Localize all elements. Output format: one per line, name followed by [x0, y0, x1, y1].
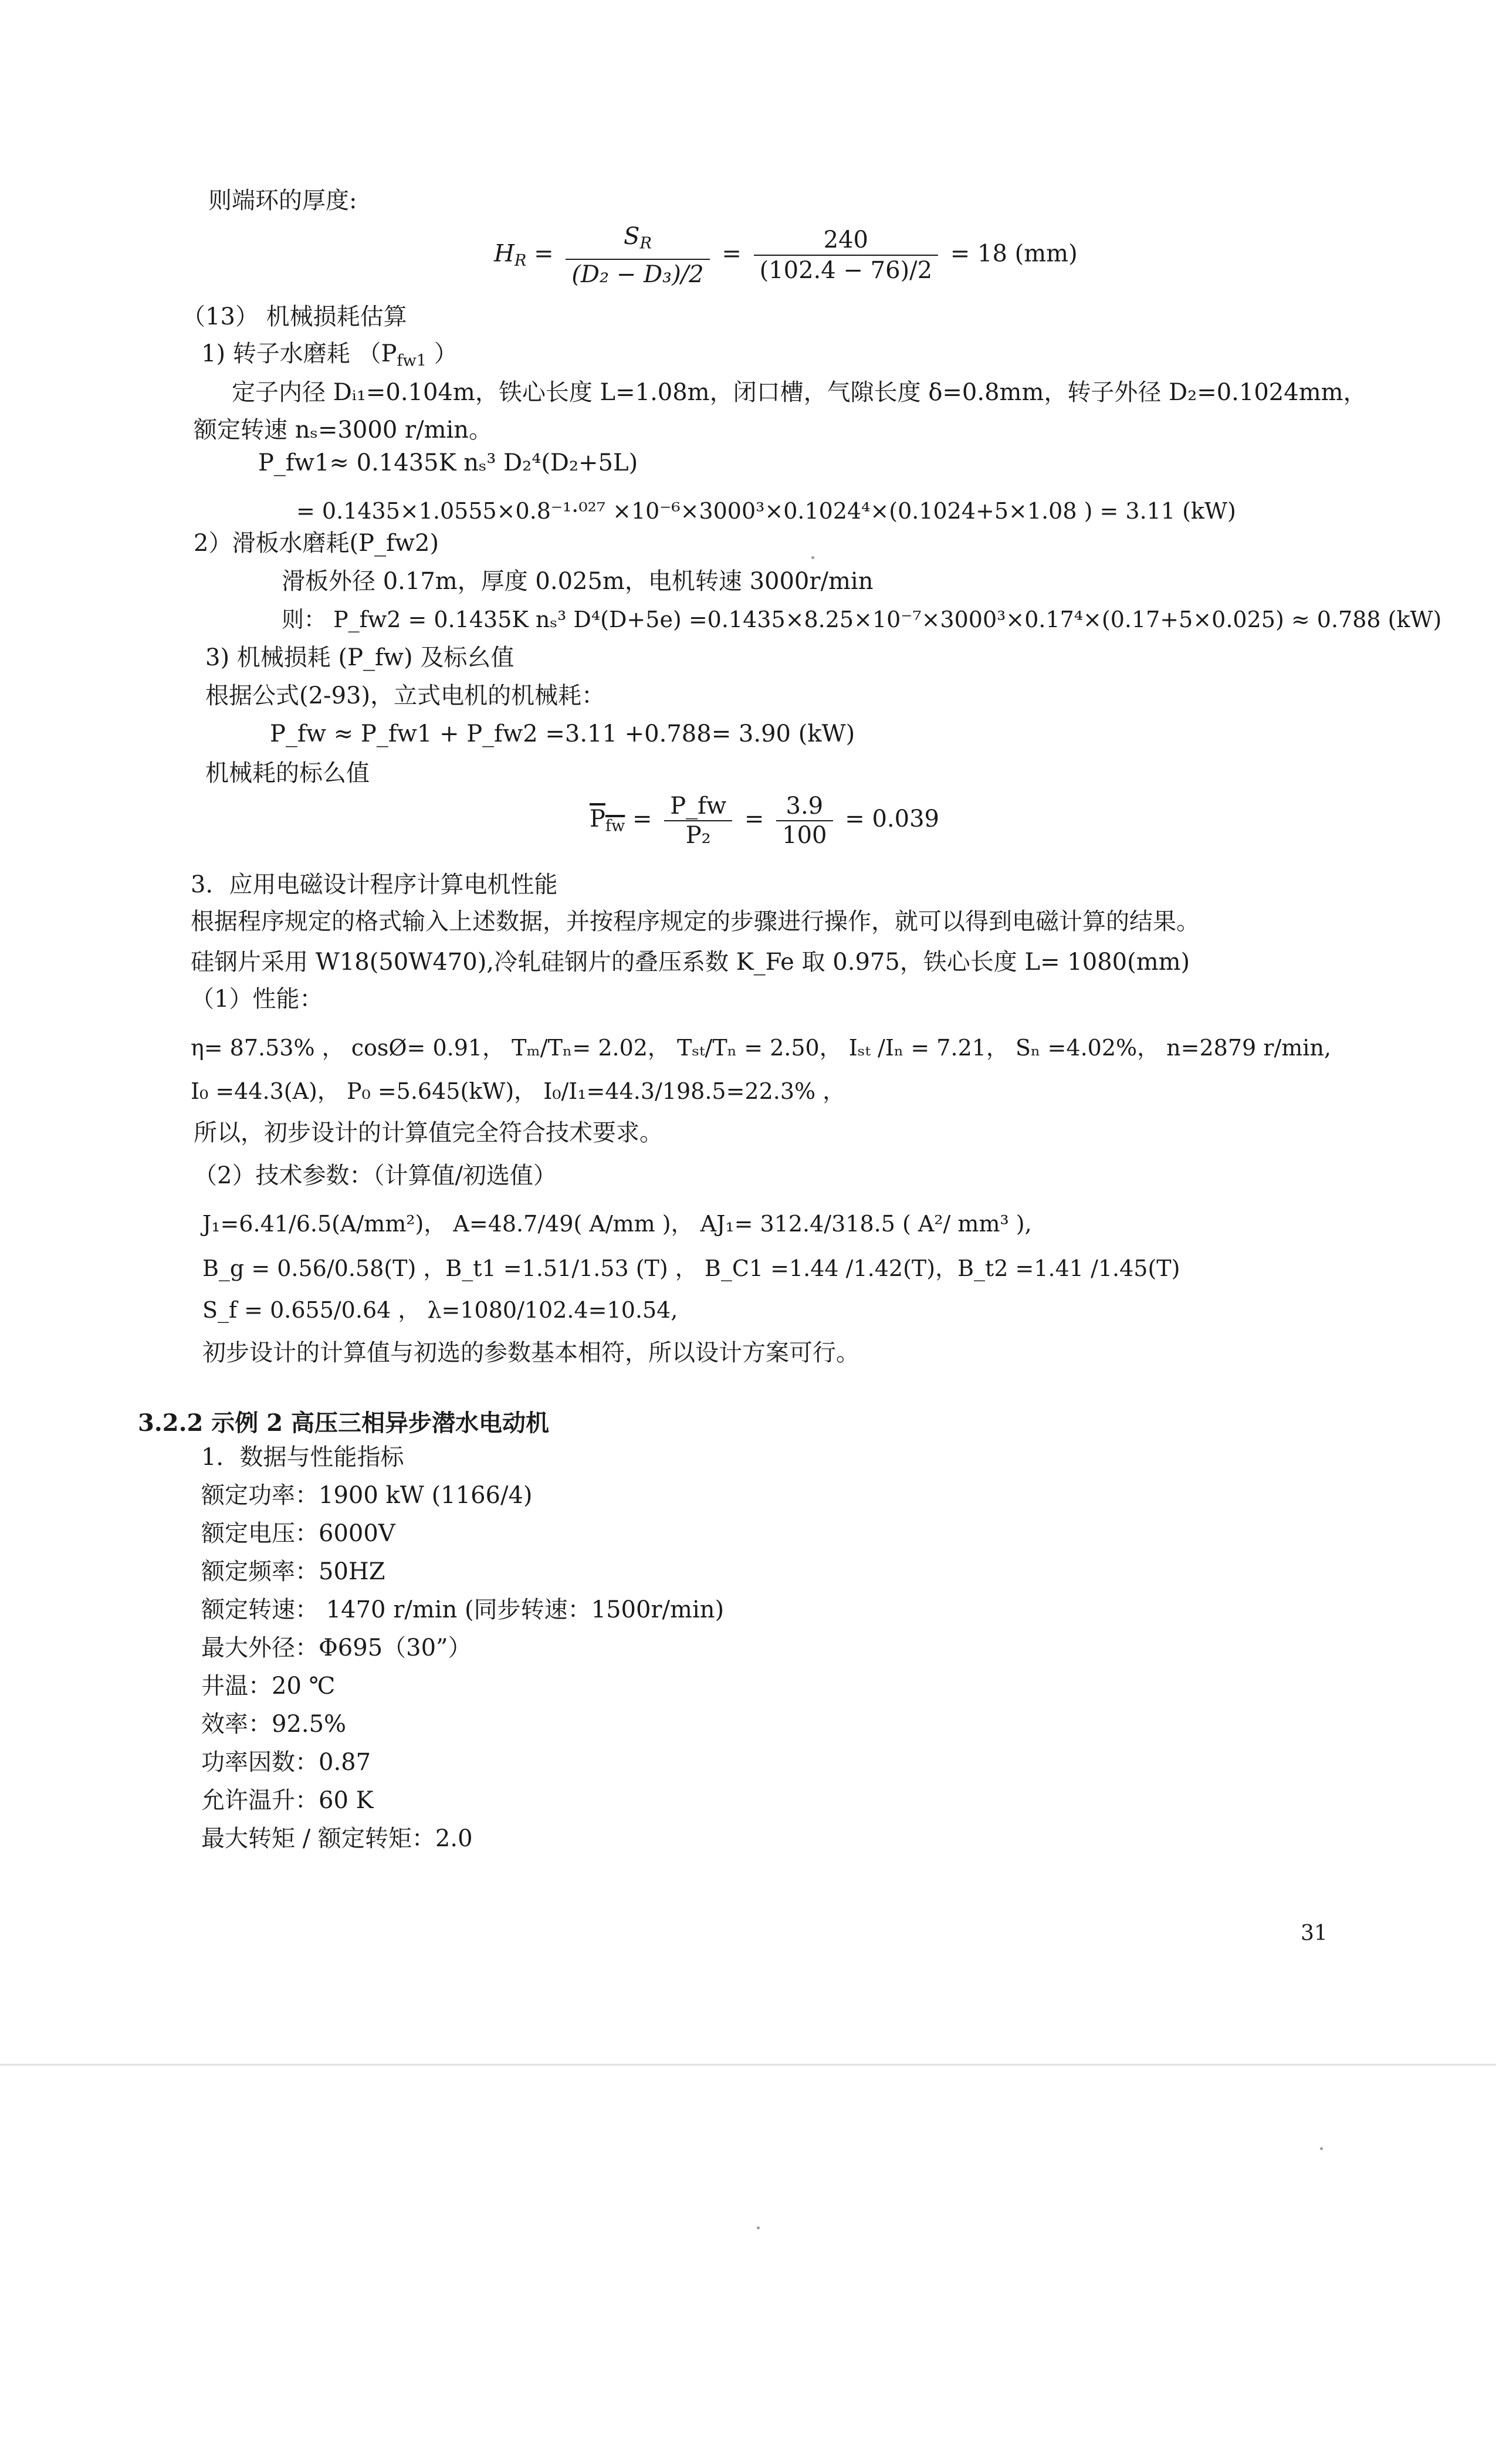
performance-line1: η= 87.53% ， cosØ= 0.91， Tₘ/Tₙ= 2.02， Tₛₜ/Tₙ = 2.50， Iₛₜ /Iₙ = 7.21， Sₙ =4.02%， n=2879 r/min,	[191, 1035, 1331, 1061]
ring-thickness-intro: 则端环的厚度:	[208, 187, 357, 214]
ring-thickness-result: = 18 (mm)	[950, 240, 1078, 268]
scan-page-edge-line	[0, 2064, 1496, 2066]
fraction-pfw-p2	[664, 792, 732, 849]
sub2-title: 2）滑板水磨耗(P_fw2)	[194, 530, 439, 557]
tech-params-line2: B_g = 0.56/0.58(T) ，B_t1 =1.51/1.53 (T) ， B_C1 =1.44 /1.42(T)，B_t2 =1.41 /1.45(T)	[202, 1255, 1180, 1281]
sub1-calc: = 0.1435×1.0555×0.8⁻¹·⁰²⁷ ×10⁻⁶×3000³×0.1024⁴×(0.1024+5×1.08 ) = 3.11 (kW)	[296, 498, 1236, 524]
sr-sub: R	[639, 234, 652, 253]
conclusion-2: 初步设计的计算值与初选的参数基本相符，所以设计方案可行。	[202, 1339, 859, 1366]
hr-letter: H	[494, 240, 515, 268]
sr-letter: S	[624, 223, 640, 250]
sub3-pu-label: 机械耗的标么值	[205, 760, 370, 787]
sub2-params: 滑板外径 0.17m，厚度 0.025m，电机转速 3000r/min	[282, 568, 874, 595]
example-2-heading: 3.2.2 示例 2 高压三相异步潜水电动机	[138, 1409, 549, 1437]
spec-item: 额定转速： 1470 r/min (同步转速：1500r/min)	[201, 1596, 725, 1623]
sub1-title-text: 1) 转子水磨耗 （P	[201, 340, 397, 367]
sub1-title	[201, 339, 458, 377]
equals-sign: =	[722, 240, 749, 268]
performance-title: （1）性能：	[191, 986, 323, 1013]
fraction-240-denominator: (102.4 − 76)/2	[759, 257, 933, 285]
fraction-p2-denominator: P₂	[685, 822, 711, 849]
spec-item: 额定功率：1900 kW (1166/4)	[201, 1482, 533, 1509]
section-3-title: 3．应用电磁设计程序计算电机性能	[191, 871, 558, 898]
spec-item: 允许温升：60 K	[201, 1787, 374, 1814]
pu-lhs-sub: fw	[605, 817, 625, 835]
spec-item: 额定频率：50HZ	[201, 1558, 385, 1585]
sub1-params-line1: 定子内径 Dᵢ₁=0.104m，铁心长度 L=1.08m，闭口槽，气隙长度 δ=0.8mm，转子外径 D₂=0.1024mm，	[232, 379, 1367, 406]
equals-sign: =	[632, 805, 660, 832]
tech-params-line1: J₁=6.41/6.5(A/mm²)， A=48.7/49( A/mm )， AJ₁= 312.4/318.5 ( A²/ mm³ ),	[202, 1211, 1032, 1237]
section-3-text2: 硅钢片采用 W18(50W470),冷轧硅钢片的叠压系数 K_Fe 取 0.975，铁心长度 L= 1080(mm)	[191, 949, 1190, 976]
ring-thickness-formula	[494, 222, 1078, 289]
scan-speck	[811, 556, 814, 559]
conclusion-1: 所以，初步设计的计算值完全符合技术要求。	[194, 1119, 663, 1146]
spec-item: 井温：20 ℃	[201, 1673, 336, 1700]
sub2-calc: 则： P_fw2 = 0.1435K nₛ³ D⁴(D+5e) =0.1435×8.25×10⁻⁷×3000³×0.17⁴×(0.17+5×0.025) ≈ 0.788 (kW)	[282, 607, 1442, 632]
page-number: 31	[1301, 1921, 1328, 1945]
spec-item: 效率：92.5%	[201, 1711, 347, 1738]
fraction-sr	[566, 222, 709, 289]
section-13-title: （13） 机械损耗估算	[182, 303, 407, 330]
fraction-240-numerator: 240	[754, 225, 939, 256]
pu-lhs-letter: P	[590, 805, 605, 832]
spec-item: 功率因数：0.87	[201, 1749, 371, 1776]
fraction-100-denominator: 100	[782, 822, 827, 849]
fraction-3-9	[776, 792, 832, 849]
fraction-sr-numerator	[566, 222, 709, 260]
fraction-sr-denominator: (D₂ − D₃)/2	[571, 260, 704, 288]
scan-speck	[1320, 2147, 1323, 2150]
sub1-title-sub: fw1	[397, 351, 427, 370]
pu-lhs	[590, 805, 625, 835]
section-3-text1: 根据程序规定的格式输入上述数据，并按程序规定的步骤进行操作，就可以得到电磁计算的结果。	[191, 908, 1200, 935]
pu-formula	[590, 792, 939, 849]
sub3-title: 3) 机械损耗 (P_fw) 及标幺值	[205, 644, 515, 671]
spec-item: 额定电压：6000V	[201, 1520, 395, 1547]
performance-line2: I₀ =44.3(A)， P₀ =5.645(kW)， I₀/I₁=44.3/198.5=22.3% ，	[191, 1078, 845, 1104]
sub3-basis: 根据公式(2-93)，立式电机的机械耗：	[205, 682, 605, 709]
example-2-subtitle: 1．数据与性能指标	[201, 1444, 404, 1471]
equals-sign: =	[534, 240, 561, 268]
sub1-formula: P_fw1≈ 0.1435K nₛ³ D₂⁴(D₂+5L)	[258, 449, 638, 476]
scan-speck	[757, 2226, 760, 2229]
equals-sign: =	[744, 805, 772, 832]
tech-params-title: （2）技术参数：（计算值/初选值）	[194, 1162, 557, 1189]
sub1-title-end: ）	[427, 340, 458, 367]
fraction-pfw-numerator: P_fw	[664, 792, 732, 821]
tech-params-line3: S_f = 0.655/0.64 ， λ=1080/102.4=10.54,	[202, 1297, 678, 1323]
sub1-params-line2: 额定转速 nₛ=3000 r/min。	[194, 417, 493, 444]
spec-item: 最大转矩 / 额定转矩：2.0	[201, 1825, 473, 1852]
hr-sub: R	[514, 251, 527, 270]
pu-result: = 0.039	[845, 805, 939, 832]
sub3-formula: P_fw ≈ P_fw1 + P_fw2 =3.11 +0.788= 3.90 (kW)	[270, 720, 855, 747]
fraction-240	[754, 225, 939, 285]
fraction-3-9-numerator: 3.9	[776, 792, 832, 821]
spec-item: 最大外径：Φ695（30”）	[201, 1634, 472, 1661]
